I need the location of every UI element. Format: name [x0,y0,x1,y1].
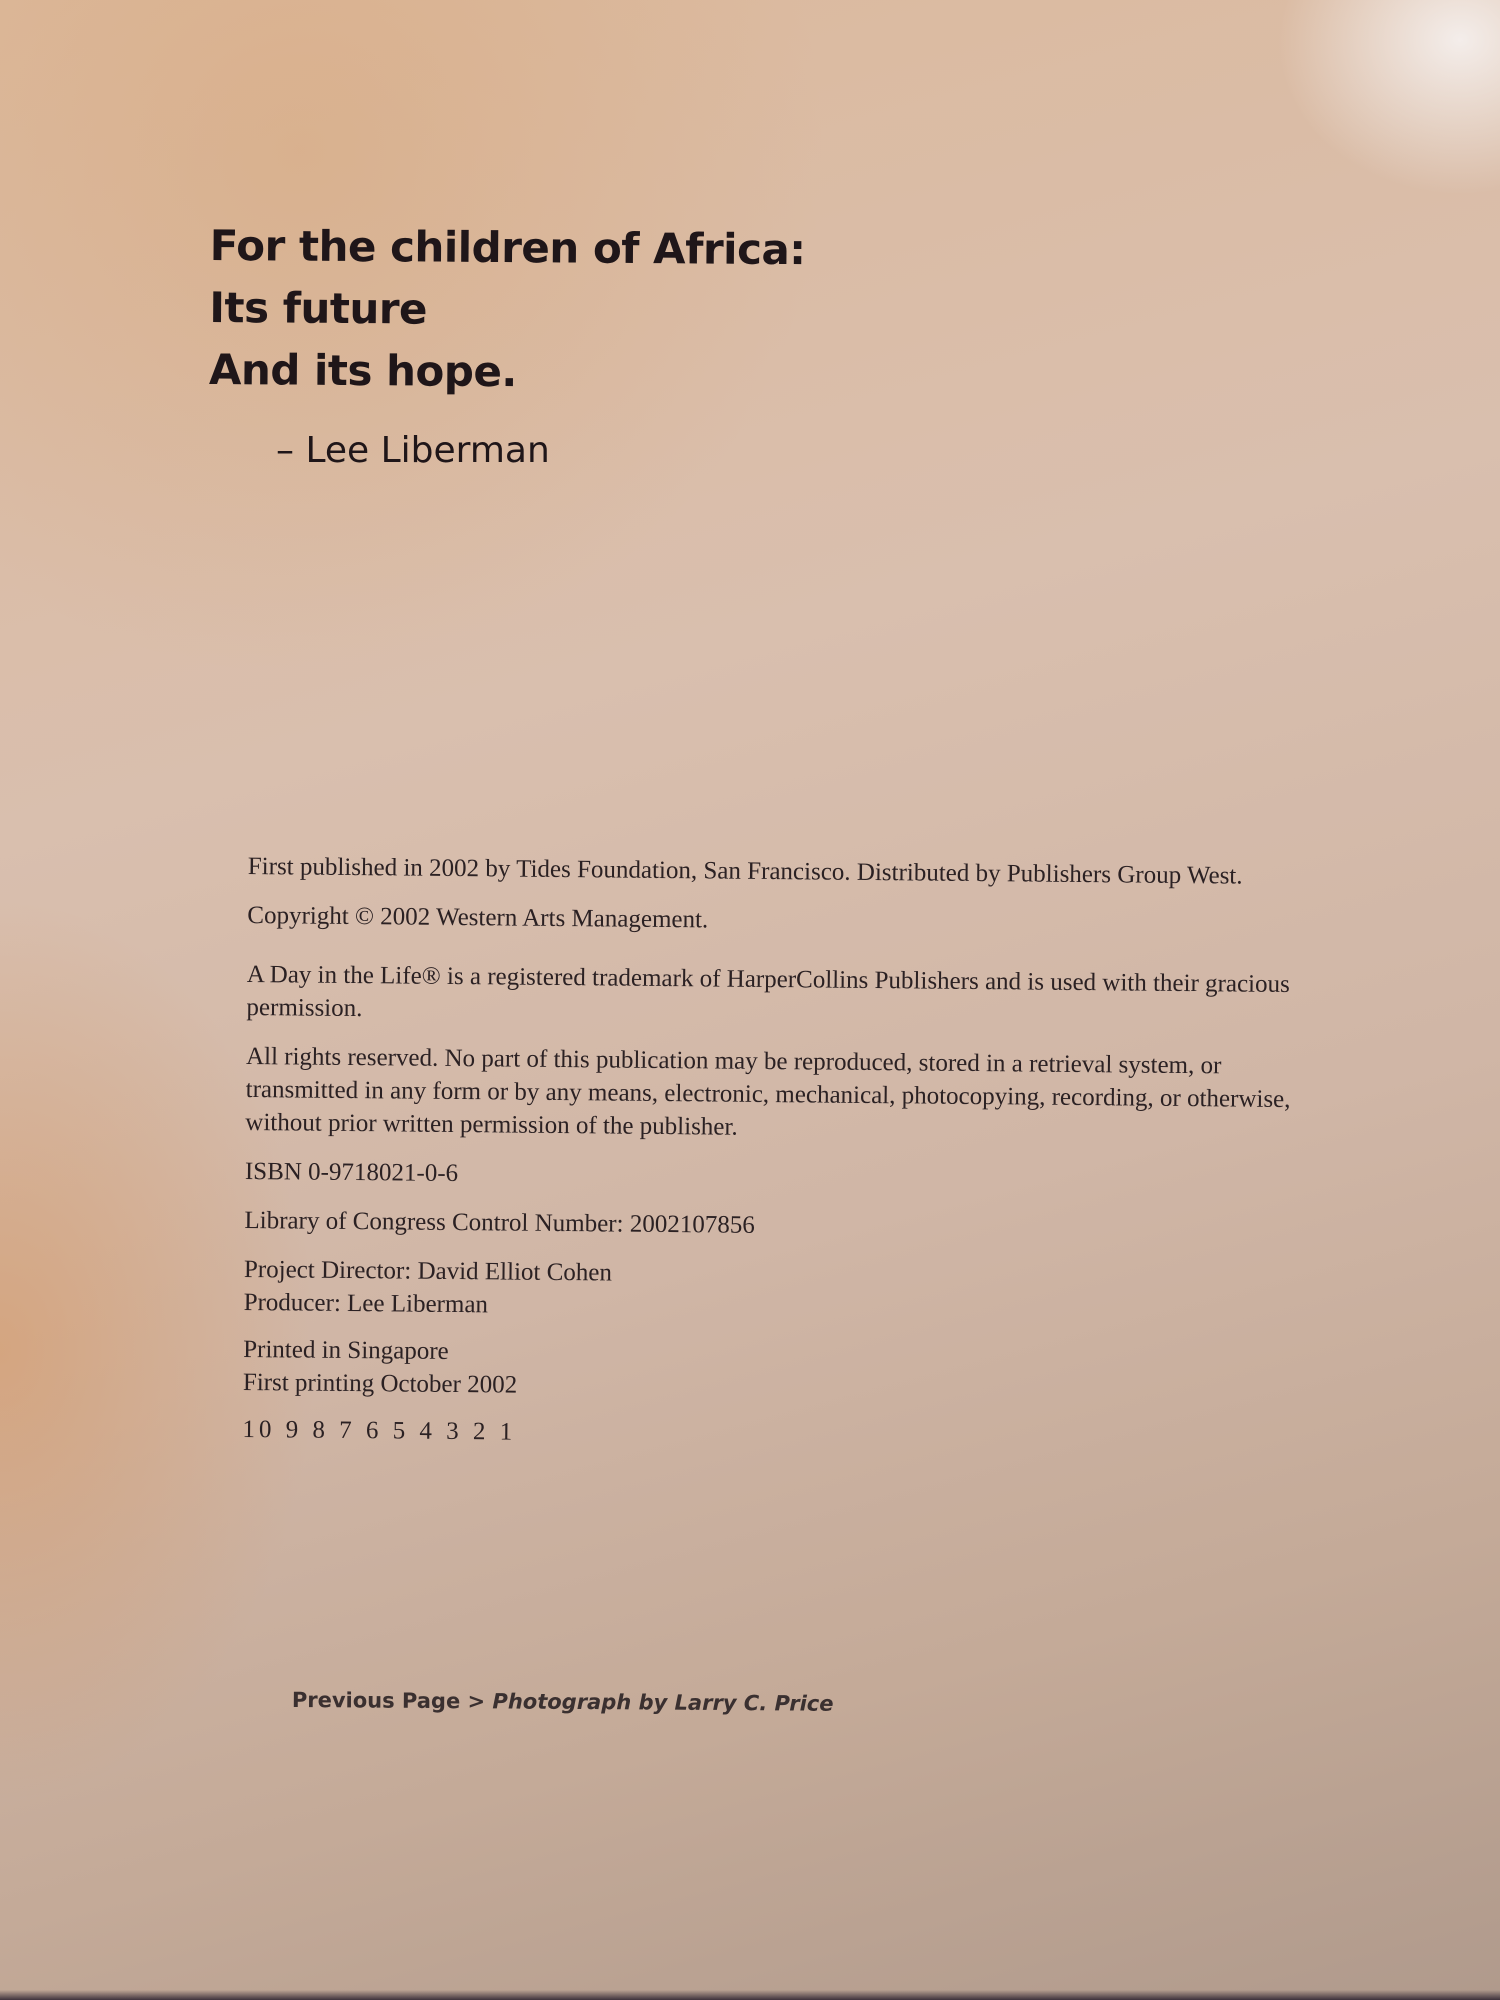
lccn: Library of Congress Control Number: 2002107856 [244,1206,755,1239]
dedication-line: For the children of Africa: [209,220,806,275]
project-director: Project Director: David Elliot Cohen [243,1255,613,1287]
copyright-block [242,850,1298,1472]
photo-caption [292,1688,834,1716]
rights-text: All rights reserved. No part of this publication may be reproduced, stored in a retrieval system, or transmitted in any form or by any means, electronic, mechanical, photocopying, recording, or otherwise, without prior written permission of the publisher. [245,1042,1291,1141]
producer: Producer: Lee Liberman [243,1288,489,1319]
first-published-text: First published in 2002 by Tides Foundation, San Francisco. Distributed by Publishers Group West. [247,852,1243,890]
page-bottom-edge [0,1990,1500,2000]
copyright-line: Copyright © 2002 Western Arts Management. [247,901,709,934]
photo-credit: Photograph by Larry C. Price [492,1689,834,1716]
first-printing: First printing October 2002 [242,1368,518,1399]
trademark-text: A Day in the Life® is a registered trademark of HarperCollins Publishers and is used with their gracious permission. [246,960,1290,1023]
caption-prefix: Previous Page > [291,1688,493,1714]
printer-key-line: 10 9 8 7 6 5 4 3 2 1 [242,1415,517,1446]
dedication-line: Its future [209,282,428,334]
dedication-line: And its hope. [208,344,518,397]
dedication [209,215,806,405]
printed-in: Printed in Singapore [243,1335,449,1365]
isbn: ISBN 0-9718021-0-6 [244,1157,459,1188]
dedication-attribution: – Lee Liberman [276,430,550,471]
